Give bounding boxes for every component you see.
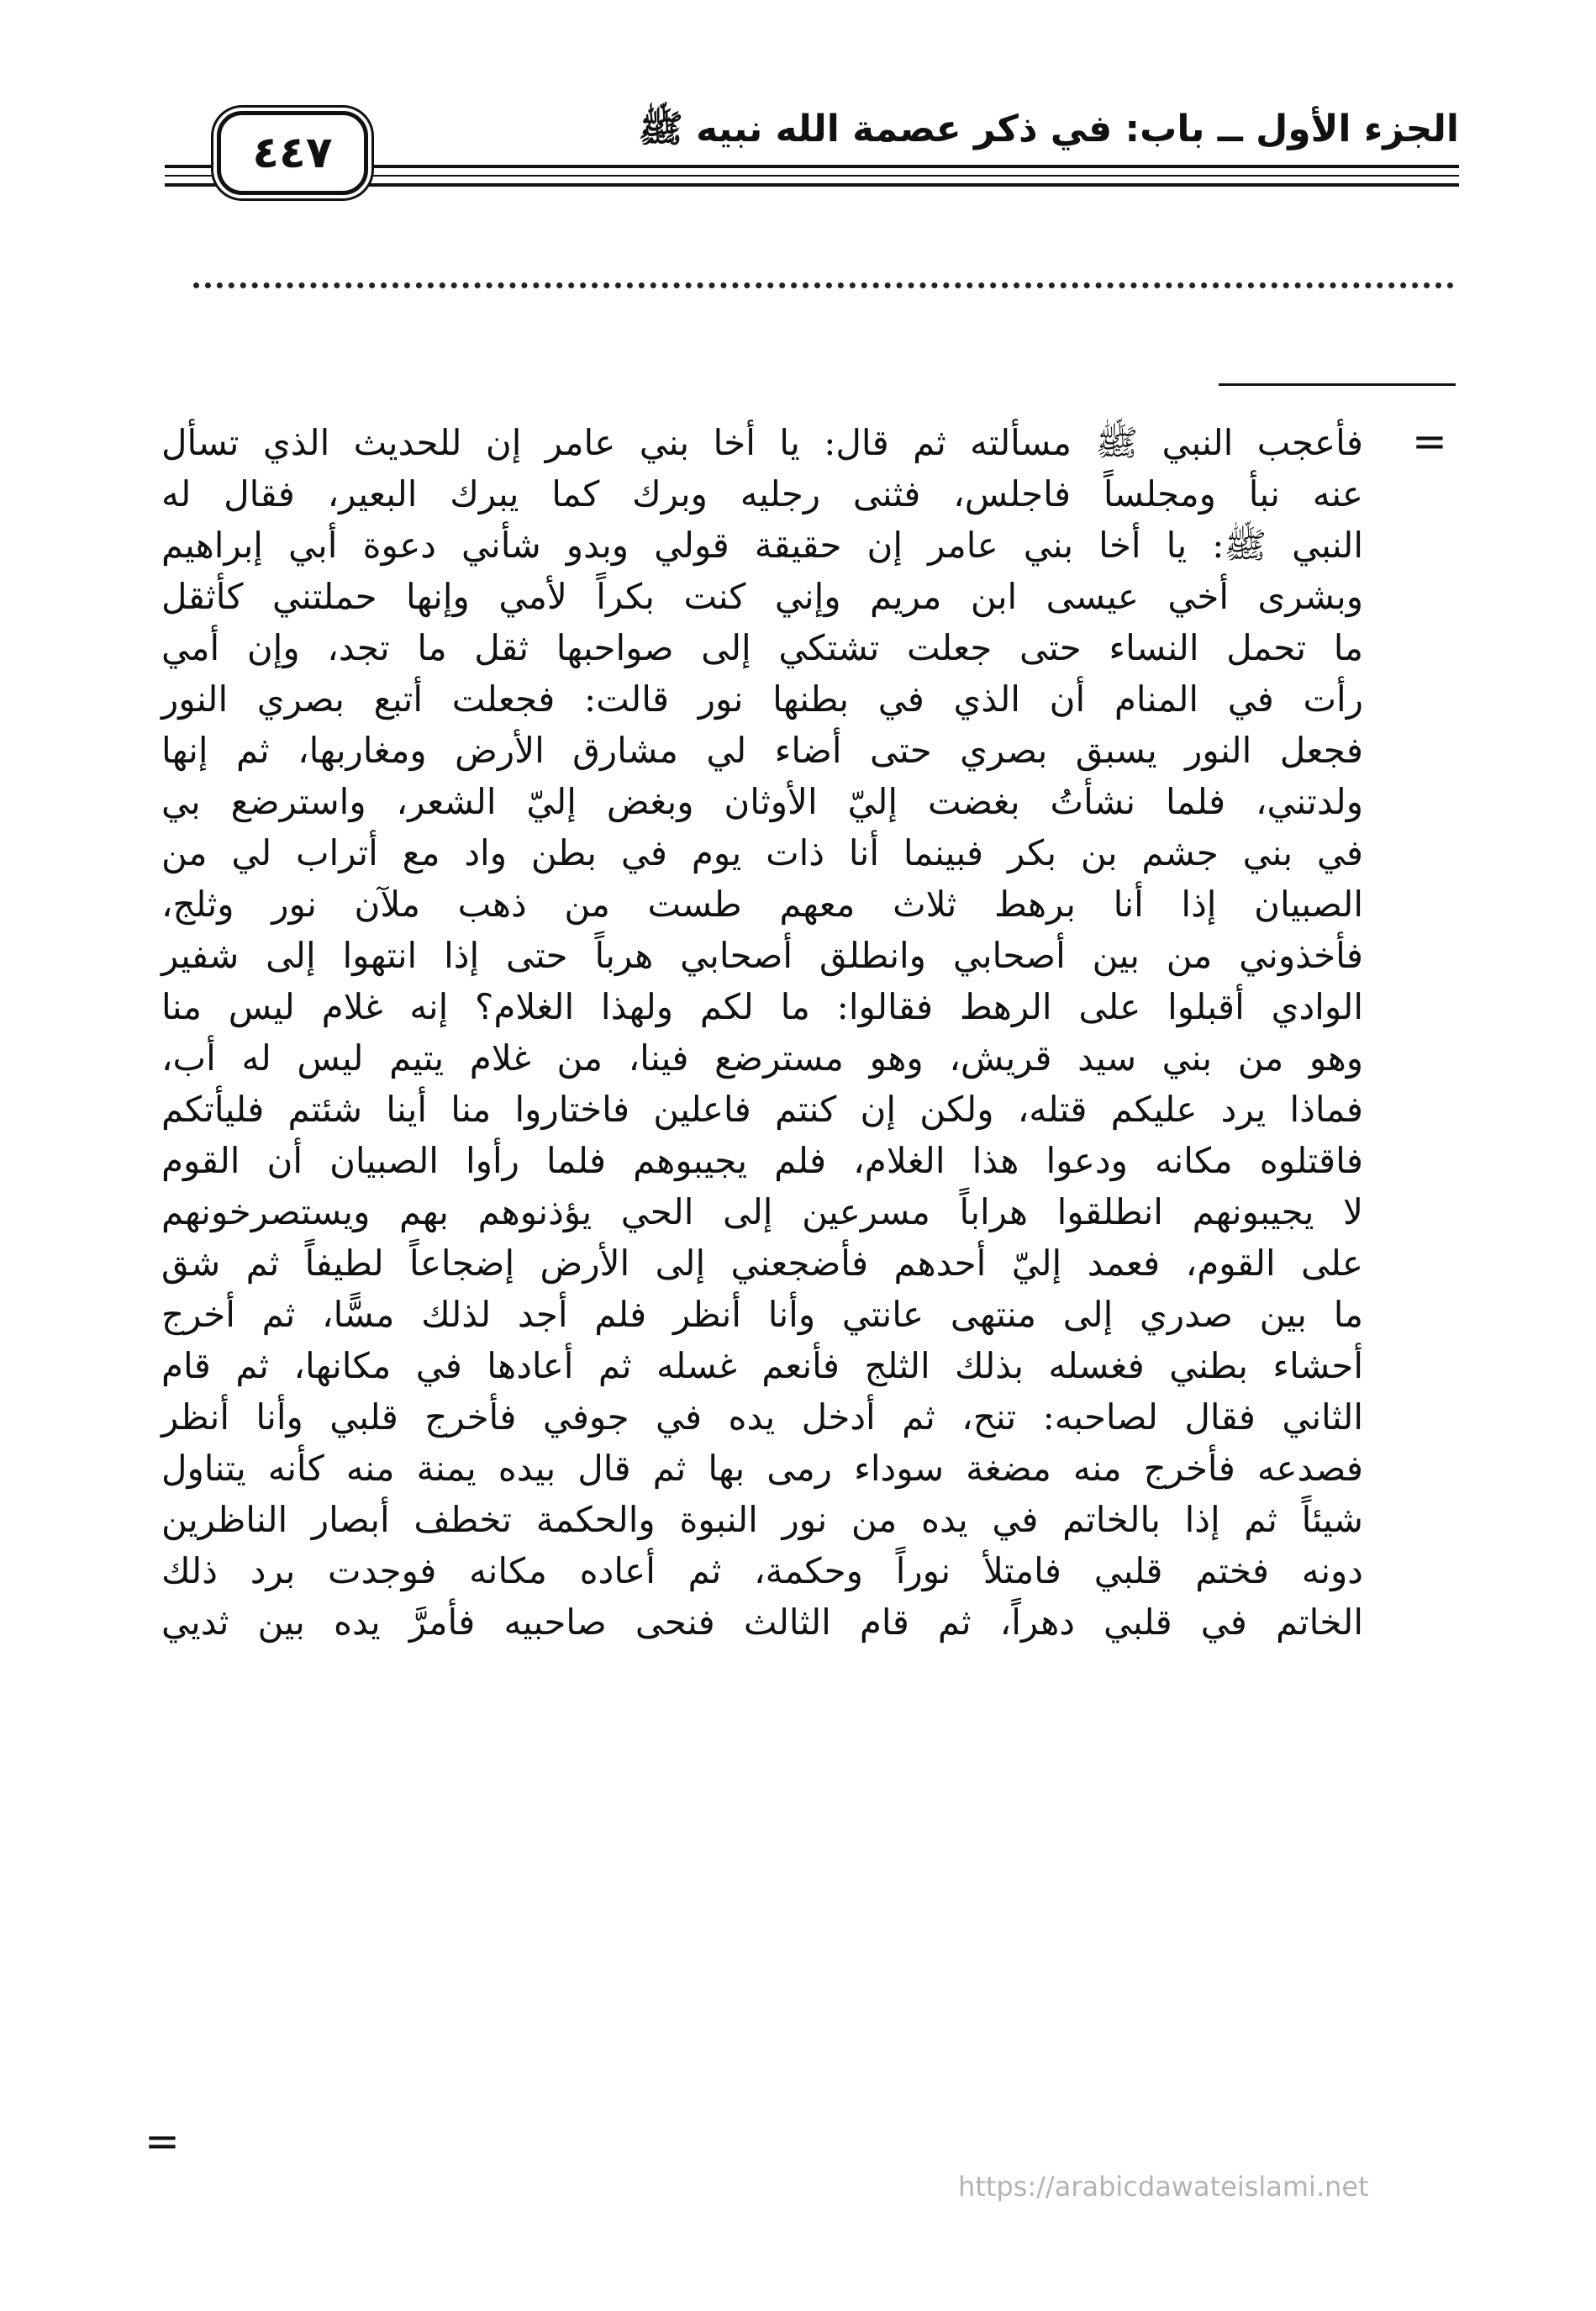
text-line: الوادي أقبلوا على الرهط فقالوا: ما لكم ولهذا الغلام؟ إنه غلام ليس منا [161, 986, 1363, 1027]
text-line: ما بين صدري إلى منتهى عانتي وأنا أنظر فلم أجد لذلك مسًّا، ثم أخرج [161, 1294, 1363, 1335]
footnote-rule [1219, 383, 1456, 386]
running-title: الجزء الأول ــ باب: في ذكر عصمة الله نبيه ﷺ [638, 108, 1459, 150]
text-line: فصدعه فأخرج منه مضغة سوداء رمى بها ثم قال بيده يمنة منه كأنه يتناول [161, 1448, 1363, 1489]
page-number: ٤٤٧ [217, 111, 368, 195]
text-line: وبشرى أخي عيسى ابن مريم وإني كنت بكراً لأمي وإنها حملتني كأثقل [161, 576, 1363, 617]
text-line: لا يجيبونهم انطلقوا هراباً مسرعين إلى الحي يؤذنوهم بهم ويستصرخونهم [161, 1191, 1363, 1232]
text-line: في بني جشم بن بكر فبينما أنا ذات يوم في بطن واد مع أتراب لي من [161, 832, 1363, 873]
text-line: ما تحمل النساء حتى جعلت تشتكي إلى صواحبها ثقل ما تجد، وإن أمي [161, 627, 1363, 668]
text-line: شيئاً ثم إذا بالخاتم في يده من نور النبوة والحكمة تخطف أبصار الناظرين [161, 1499, 1363, 1540]
text-line: فاقتلوه مكانه ودعوا هذا الغلام، فلم يجيبوهم فلما رأوا الصبيان أن القوم [161, 1140, 1363, 1181]
dotted-separator [193, 282, 1454, 288]
text-line: فأخذوني من بين أصحابي وانطلق أصحابي هرباً حتى إذا انتهوا إلى شفير [161, 935, 1363, 976]
text-line: فجعل النور يسبق بصري حتى أضاء لي مشارق الأرض ومغاربها، ثم إنها [161, 730, 1363, 771]
watermark-url: https://arabicdawateislami.net [958, 2171, 1369, 2203]
continuation-mark-bottom: = [145, 2117, 180, 2166]
text-line: الثاني فقال لصاحبه: تنح، ثم أدخل يده في جوفي فأخرج قلبي وأنا أنظر [161, 1396, 1363, 1438]
text-line: فأعجب النبي ﷺ مسألته ثم قال: يا أخا بني عامر إن للحديث الذي تسأل [161, 422, 1363, 463]
text-line: وهو من بني سيد قريش، وهو مسترضع فينا، من غلام يتيم ليس له أب، [161, 1037, 1363, 1079]
text-line: فماذا يرد عليكم قتله، ولكن إن كنتم فاعلين فاختاروا منا أينا شئتم فليأتكم [161, 1089, 1363, 1130]
footnote-text [161, 417, 1363, 1648]
text-line: على القوم، فعمد إليّ أحدهم فأضجعني إلى الأرض إضجاعاً لطيفاً ثم شق [161, 1243, 1363, 1284]
text-line: أحشاء بطني فغسله بذلك الثلج فأنعم غسله ثم أعادها في مكانها، ثم قام [161, 1345, 1363, 1386]
text-line: النبي ﷺ: يا أخا بني عامر إن حقيقة قولي وبدو شأني دعوة أبي إبراهيم [161, 525, 1363, 566]
text-line: الخاتم في قلبي دهراً، ثم قام الثالث فنحى صاحبيه فأمرَّ يده بين ثديي [161, 1601, 1363, 1643]
text-line: الصبيان إذا أنا برهط ثلاث معهم طست من ذهب ملآن نور وثلج، [161, 884, 1363, 925]
text-line: دونه فختم قلبي فامتلأ نوراً وحكمة، ثم أعاده مكانه فوجدت برد ذلك [161, 1550, 1363, 1591]
text-line: رأت في المنام أن الذي في بطنها نور قالت: فجعلت أتبع بصري النور [161, 678, 1363, 720]
continuation-mark-top: = [1412, 417, 1447, 466]
text-line: عنه نبأ ومجلساً فاجلس، فثنى رجليه وبرك كما يبرك البعير، فقال له [161, 473, 1363, 514]
page-header [165, 92, 1459, 193]
text-line: ولدتني، فلما نشأتُ بغضت إليّ الأوثان وبغض إليّ الشعر، واسترضع بي [161, 781, 1363, 822]
